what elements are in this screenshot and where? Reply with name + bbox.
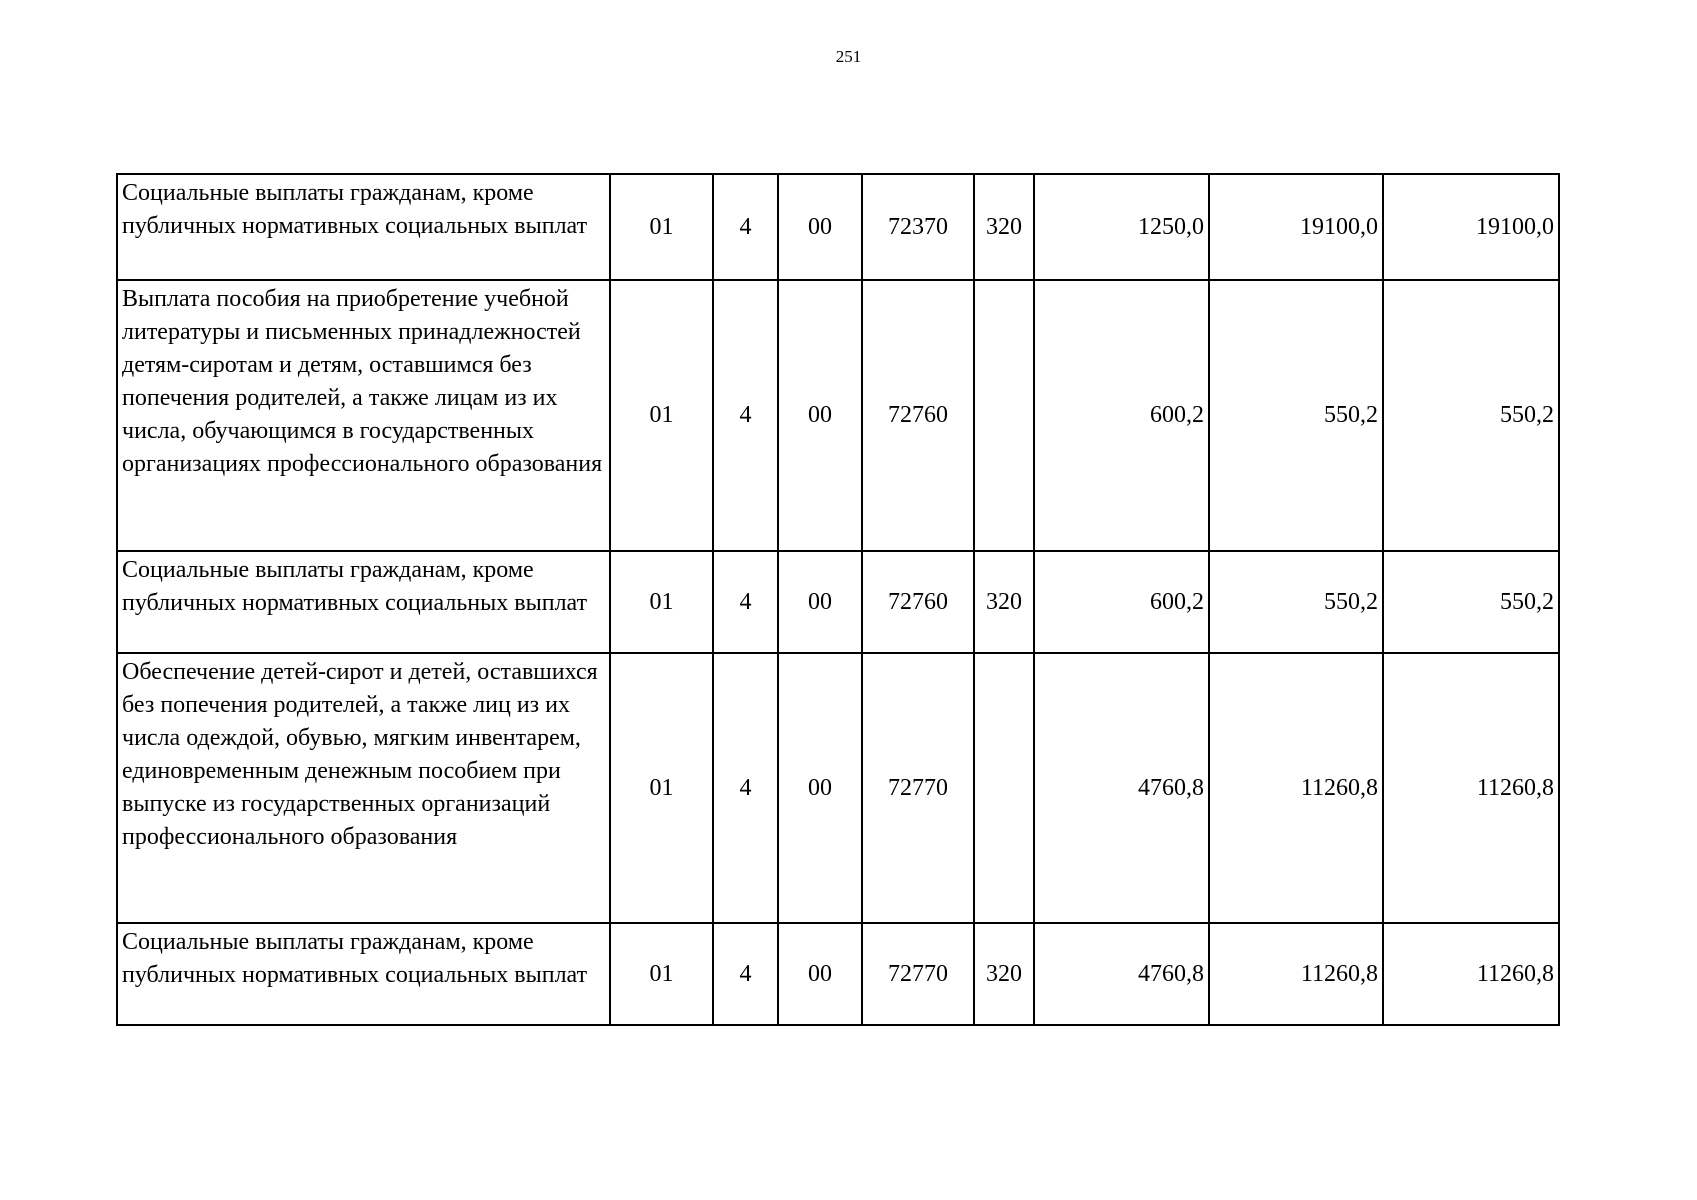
row-description: Социальные выплаты гражданам, кроме публичных нормативных социальных выплат: [117, 174, 610, 280]
row-description: Обеспечение детей-сирот и детей, оставшихся без попечения родителей, а также лиц из их числа одеждой, обувью, мягким инвентарем, единовременным денежным пособием при выпуске из государственных организаций профессионального образования: [117, 653, 610, 923]
amount-year-3: 11260,8: [1383, 923, 1559, 1025]
amount-year-3: 550,2: [1383, 280, 1559, 551]
amount-year-3: 11260,8: [1383, 653, 1559, 923]
page-number: 251: [835, 47, 862, 66]
code-direction: 72770: [862, 923, 974, 1025]
amount-year-2: 19100,0: [1209, 174, 1383, 280]
code-direction: 72770: [862, 653, 974, 923]
amount-year-2: 11260,8: [1209, 923, 1383, 1025]
amount-year-3: 550,2: [1383, 551, 1559, 653]
code-expense-type: 320: [974, 923, 1034, 1025]
code-direction: 72370: [862, 174, 974, 280]
code-subprogram: 4: [713, 280, 778, 551]
code-section: 01: [610, 280, 713, 551]
table-row: [117, 653, 1559, 923]
code-main-event: 00: [778, 551, 862, 653]
amount-year-1: 4760,8: [1034, 653, 1209, 923]
code-expense-type: [974, 280, 1034, 551]
table-row: [117, 923, 1559, 1025]
code-expense-type: 320: [974, 551, 1034, 653]
table-row: [117, 280, 1559, 551]
code-section: 01: [610, 923, 713, 1025]
amount-year-1: 600,2: [1034, 280, 1209, 551]
code-section: 01: [610, 174, 713, 280]
row-description: Социальные выплаты гражданам, кроме публичных нормативных социальных выплат: [117, 923, 610, 1025]
amount-year-1: 600,2: [1034, 551, 1209, 653]
code-expense-type: [974, 653, 1034, 923]
code-subprogram: 4: [713, 551, 778, 653]
table-row: [117, 551, 1559, 653]
amount-year-1: 4760,8: [1034, 923, 1209, 1025]
code-main-event: 00: [778, 653, 862, 923]
code-main-event: 00: [778, 174, 862, 280]
amount-year-2: 11260,8: [1209, 653, 1383, 923]
amount-year-1: 1250,0: [1034, 174, 1209, 280]
amount-year-2: 550,2: [1209, 280, 1383, 551]
code-expense-type: 320: [974, 174, 1034, 280]
code-main-event: 00: [778, 923, 862, 1025]
table-row: [117, 174, 1559, 280]
code-main-event: 00: [778, 280, 862, 551]
code-subprogram: 4: [713, 653, 778, 923]
amount-year-3: 19100,0: [1383, 174, 1559, 280]
code-subprogram: 4: [713, 174, 778, 280]
code-direction: 72760: [862, 280, 974, 551]
row-description: Социальные выплаты гражданам, кроме публичных нормативных социальных выплат: [117, 551, 610, 653]
code-subprogram: 4: [713, 923, 778, 1025]
amount-year-2: 550,2: [1209, 551, 1383, 653]
code-direction: 72760: [862, 551, 974, 653]
row-description: Выплата пособия на приобретение учебной литературы и письменных принадлежностей детям-сиротам и детям, оставшимся без попечения родителей, а также лицам из их числа, обучающимся в государственных организациях профессионального образования: [117, 280, 610, 551]
budget-table: [116, 173, 1560, 1026]
code-section: 01: [610, 653, 713, 923]
code-section: 01: [610, 551, 713, 653]
